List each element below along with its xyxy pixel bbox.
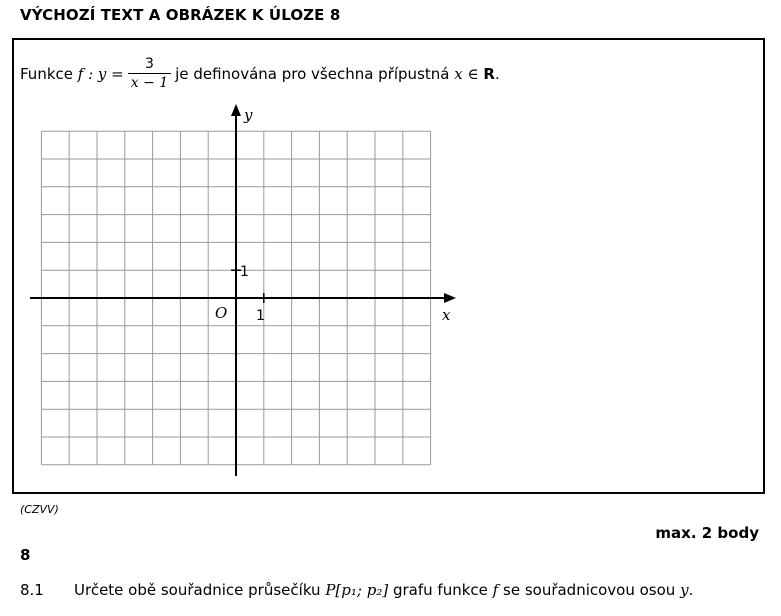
task-period: . [688, 581, 694, 599]
intro-end: . [494, 64, 500, 83]
y-unit-label: 1 [240, 264, 249, 280]
axes [30, 104, 456, 476]
task-8-1 [20, 581, 693, 599]
domain-set: R [483, 64, 495, 83]
function-name: f : y = [77, 64, 124, 83]
fraction-numerator: 3 [144, 56, 154, 72]
y-axis-label: y [244, 106, 253, 124]
task-function: f [492, 581, 499, 599]
x-axis-arrow [444, 293, 456, 303]
domain-variable: x ∈ [454, 64, 479, 83]
x-axis-label: x [442, 306, 451, 324]
subtask-number: 8.1 [20, 581, 44, 599]
x-unit-label: 1 [256, 308, 265, 324]
intro-suffix: je definována pro všechna přípustná [175, 64, 450, 83]
y-axis-arrow [231, 104, 241, 116]
max-points: max. 2 body [655, 524, 759, 542]
task-text-before: Určete obě souřadnice průsečíku [74, 581, 321, 599]
task-number: 8 [20, 546, 31, 564]
task-text-after: grafu funkce [392, 581, 488, 599]
origin-label: O [215, 304, 228, 322]
intro-prefix: Funkce [20, 64, 73, 83]
task-text-end: se souřadnicovou osou [503, 581, 676, 599]
fraction-denominator: x − 1 [128, 73, 171, 91]
intersection-point: P[p₁; p₂] [325, 581, 389, 599]
task-axis: y [680, 581, 689, 599]
source-note: (CZVV) [20, 503, 59, 516]
section-heading: VÝCHOZÍ TEXT A OBRÁZEK K ÚLOZE 8 [20, 6, 341, 24]
